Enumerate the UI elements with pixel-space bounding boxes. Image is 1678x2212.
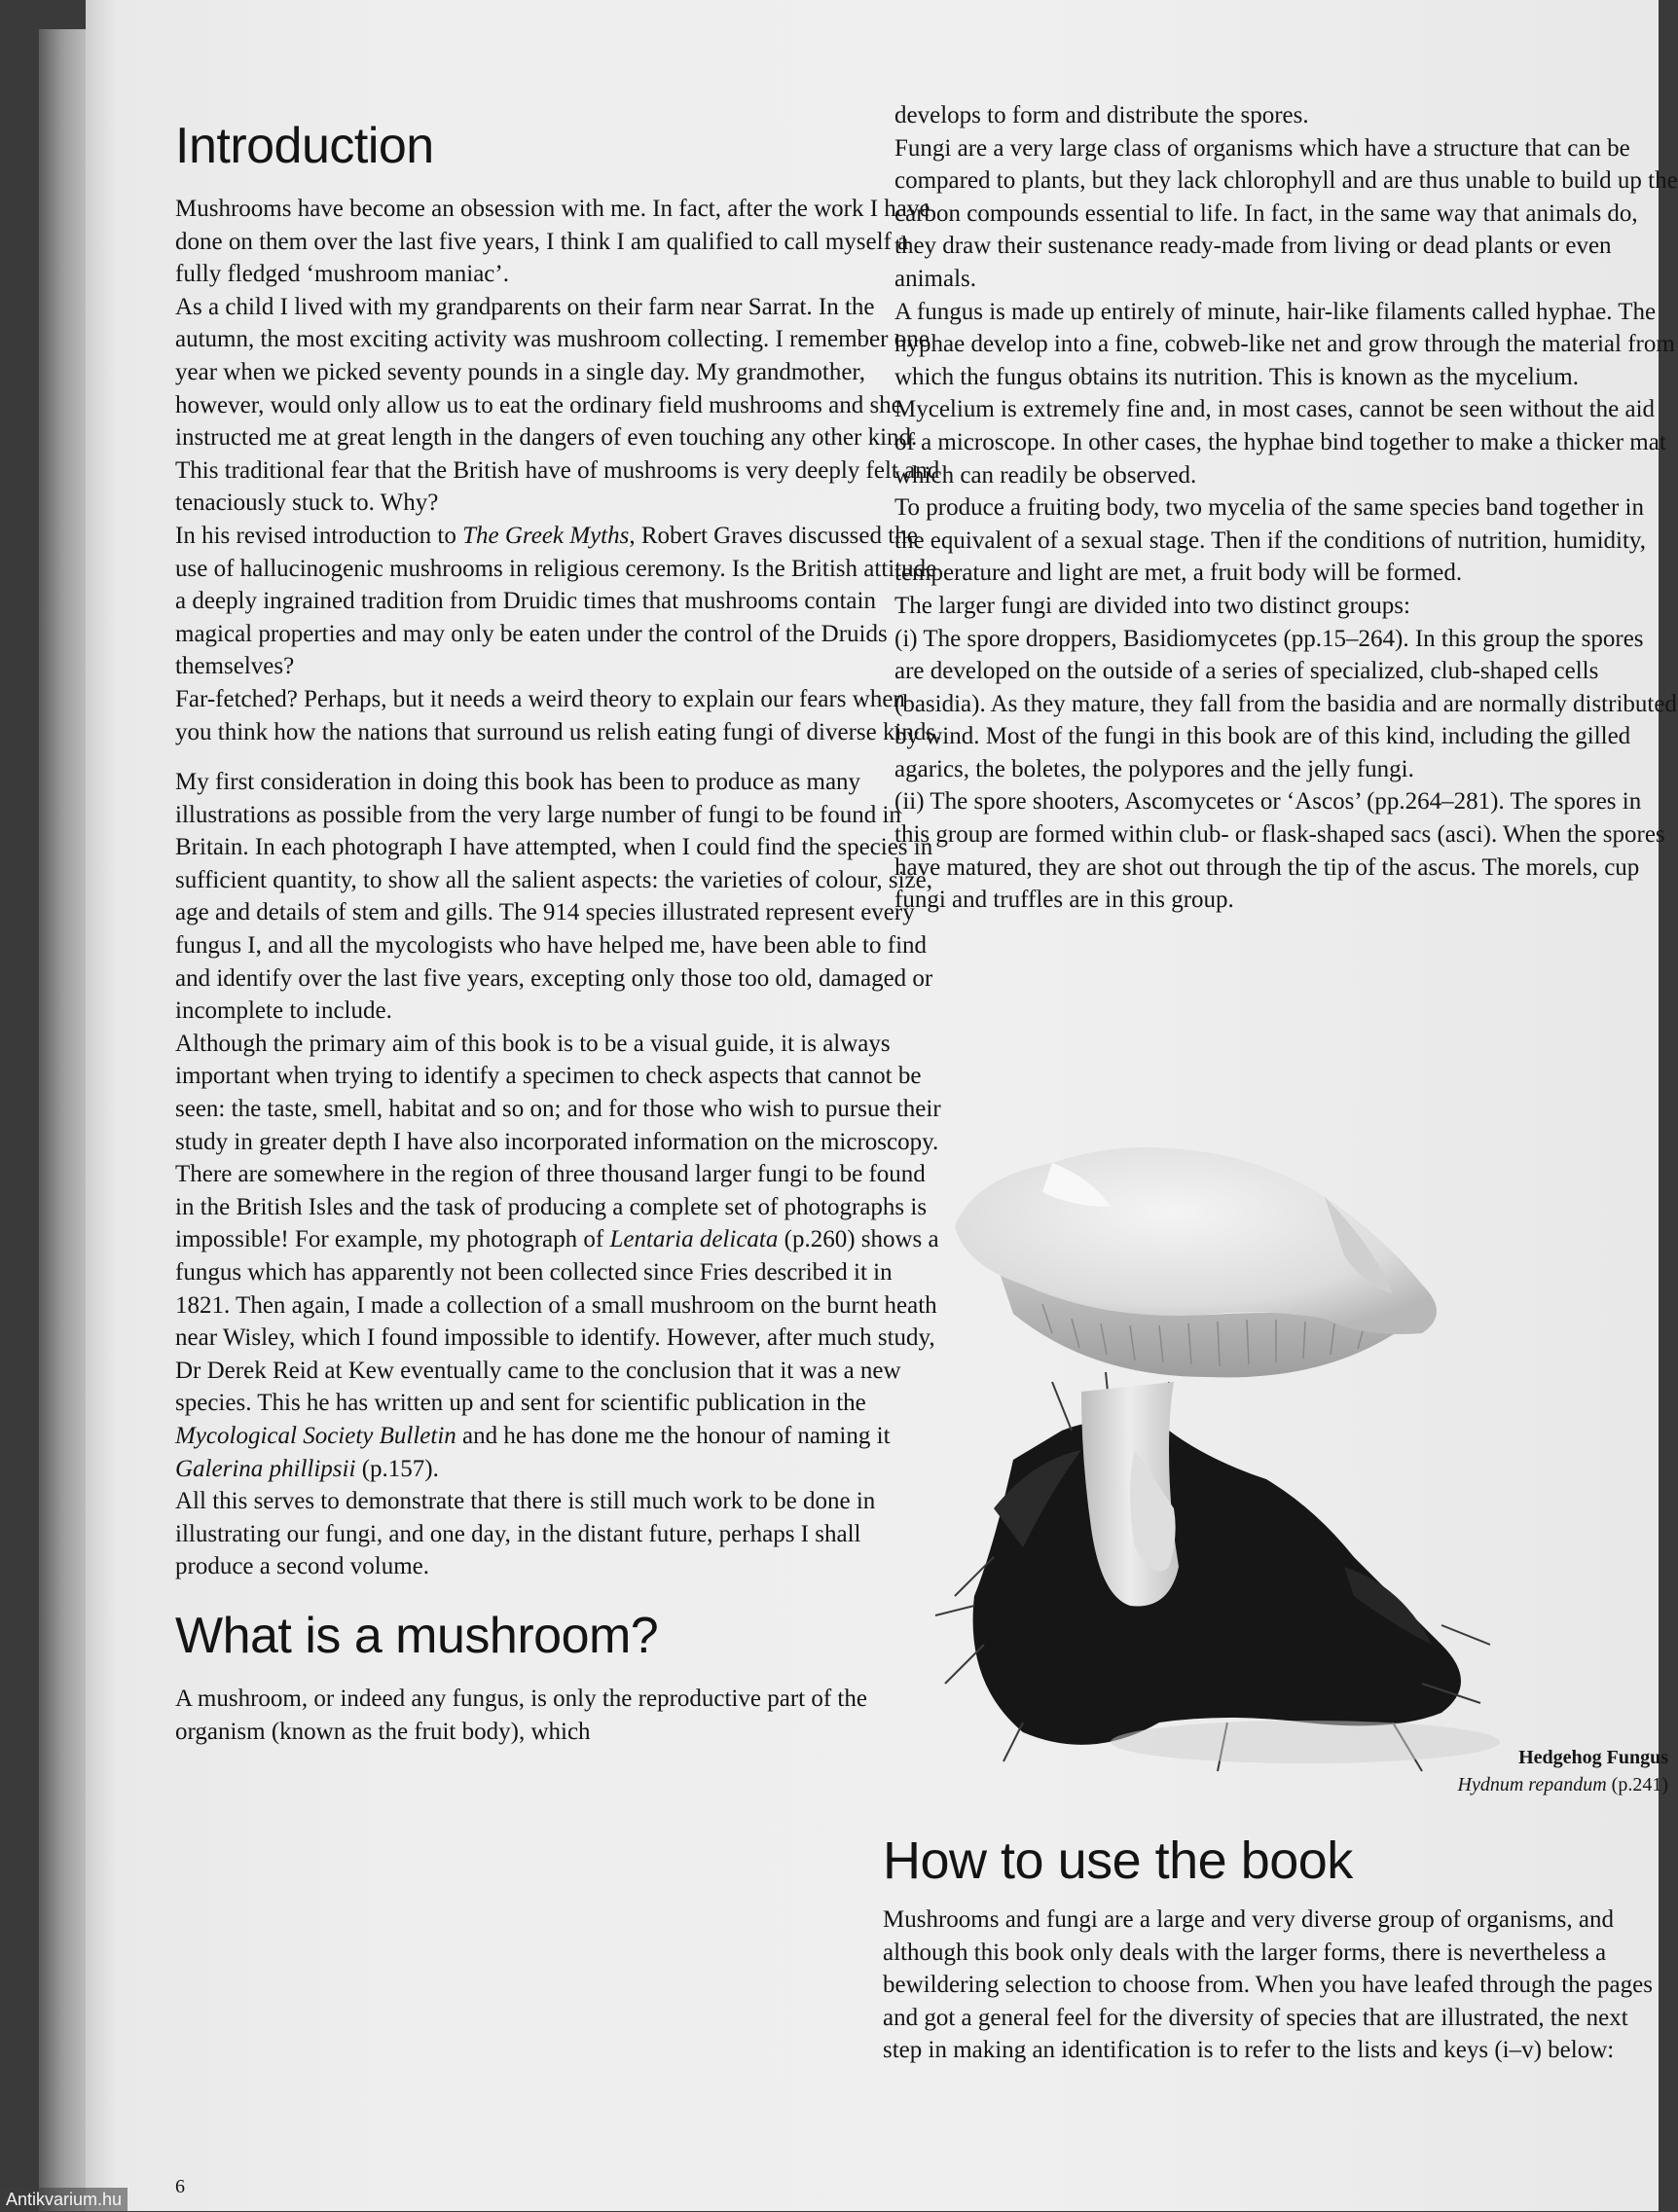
how-to-use-section [883,1830,1666,2067]
species-lentaria-delicata: Lentaria delicata [609,1226,779,1253]
book-page [86,0,1678,2211]
intro-paragraph-8: All this serves to demonstrate that there is still much work to be done in illustrating our fungi, and one day, in the distant future, perhaps I shall produce a second volume. [175,1488,876,1580]
intro-paragraph-6: Although the primary aim of this book is to be a visual guide, it is always important when trying to identify a specimen to check aspects that cannot be seen: the taste, smell, habitat and so on; and for those who wish to pursue their study in greater depth I have also incorporated information on the microscopy. [175,1030,941,1155]
introduction-heading: Introduction [175,118,434,174]
journal-title: Mycological Society Bulletin [175,1422,456,1449]
intro-paragraph-1: Mushrooms have become an obsession with me. In fact, after the work I have done on them over the last five years, I think I am qualified to call myself a fully fledged ‘mushroom maniac’. [175,196,930,288]
what-is-paragraph-1-start: A mushroom, or indeed any fungus, is only the reproductive part of the organism (known as the fruit body), which [175,1685,867,1745]
intro-paragraph-7: There are somewhere in the region of three thousand larger fungi to be found in the British Isles and the task of producing a complete set of photographs is impossible! For example, my photograph of Lentaria delicata (p.260) shows a fungus which has apparently not been collected since Fries described it in 1821. Then again, I made a collection of a small mushroom on the burnt heath near Wisley, which I found impossible to identify. However, after much study, Dr Derek Reid at Kew eventually came to the conclusion that it was a new species. This he has written up and sent for scientific publication in the Mycological Society Bulletin and he has done me the honour of naming it Galerina phillipsii (p.157). [175,1161,939,1482]
intro-paragraph-3: In his revised introduction to The Greek Myths, Robert Graves discussed the use of hallucinogenic mushrooms in religious ceremony. Is the British attitude a deeply ingrained tradition from Druidic times that mushrooms contain magical properties and may only be eaten under the control of the Druids themselves? [175,522,937,680]
page-number: 6 [175,2176,185,2197]
caption-latin-name: Hydnum repandum [1457,1774,1607,1795]
intro-paragraph-2: As a child I lived with my grandparents on their farm near Sarrat. In the autumn, the most exciting activity was mushroom collecting. I remember one year when we picked seventy pounds in a single day. My grandmother, however, would only allow us to eat the ordinary field mushrooms and she instructed me at great length in the dangers of even touching any other kind. This traditional fear that the British have of mushrooms is very deeply felt and tenaciously stuck to. Why? [175,293,940,517]
hedgehog-fungus-photo [935,1139,1675,1800]
what-is-paragraph-3: A fungus is made up entirely of minute, hair-like filaments called hyphae. The hyphae develop into a fine, cobweb-like net and grow through the material from which the fungus obtains its nutrition. This is known as the mycelium. Mycelium is extremely fine and, in most cases, cannot be seen without the aid of a microscope. In other cases, the hyphae bind together to make a thicker mat which can readily be observed. [894,298,1675,489]
how-to-use-heading: How to use the book [883,1831,1353,1890]
what-is-paragraph-4: To produce a fruiting body, two mycelia of the same species band together in the equivalent of a sexual stage. Then if the conditions of nutrition, humidity, temperature and light are met, a fruit body will be formed. [894,494,1647,587]
what-is-paragraph-1-continued: develops to form and distribute the spores. [894,102,1309,128]
intro-paragraph-5: My first consideration in doing this book has been to produce as many illustrations as possible from the very large number of fungi to be found in Britain. In each photograph I have attempted, when I could find the species in sufficient quantity, to show all the salient aspects: the varieties of colour, size, age and details of stem and gills. The 914 species illustrated represent every fungus I, and all the mycologists who have helped me, have been able to find and identify over the last five years, excepting only those too old, damaged or incomplete to include. [175,769,933,1025]
what-is-mushroom-heading: What is a mushroom? [175,1607,659,1664]
how-to-use-paragraph-1: Mushrooms and fungi are a large and very diverse group of organisms, and although this book only deals with the larger forms, there is nevertheless a bewildering selection to choose from. When you have leafed through the pages and got a general feel for the diversity of species that are illustrated, the next step in making an identification is to refer to the lists and keys (i–v) below: [883,1906,1653,2064]
what-is-paragraph-7: (ii) The spore shooters, Ascomycetes or ‘Ascos’ (pp.264–281). The spores in this group are formed within club- or flask-shaped sacs (asci). When the spores have matured, they are shot out through the tip of the ascus. The morels, cup fungi and truffles are in this group. [894,788,1665,914]
what-is-paragraph-5: The larger fungi are divided into two distinct groups: [894,592,1410,619]
caption-common-name: Hedgehog Fungus [1518,1747,1668,1768]
what-is-paragraph-2: Fungi are a very large class of organisms which have a structure that can be compared to plants, but they lack chlorophyll and are thus unable to build up the carbon compounds essential to life. In fact, in the same way that animals do, they draw their sustenance ready-made from living or dead plants or even animals. [894,134,1678,292]
book-title-greek-myths: The Greek Myths [462,522,630,549]
species-galerina-phillipsii: Galerina phillipsii [175,1455,356,1482]
right-column [894,99,1678,917]
caption-latin-line [1166,1771,1668,1798]
what-is-paragraph-6: (i) The spore droppers, Basidiomycetes (pp.15–264). In this group the spores are developed on the outside of a series of specialized, club-shaped cells (basidia). As they mature, they fall from the basidia and are normally distributed by wind. Most of the fungi in this book are of this kind, including the gilled agarics, the boletes, the polypores and the jelly fungi. [894,625,1677,782]
intro-paragraph-4: Far-fetched? Perhaps, but it needs a weird theory to explain our fears when you think how the nations that surround us relish eating fungi of diverse kinds. [175,685,942,745]
left-column [175,115,944,1748]
photo-caption [1166,1744,1668,1798]
caption-page-ref: (p.241) [1606,1774,1668,1795]
watermark: Antikvarium.hu [0,2188,128,2212]
